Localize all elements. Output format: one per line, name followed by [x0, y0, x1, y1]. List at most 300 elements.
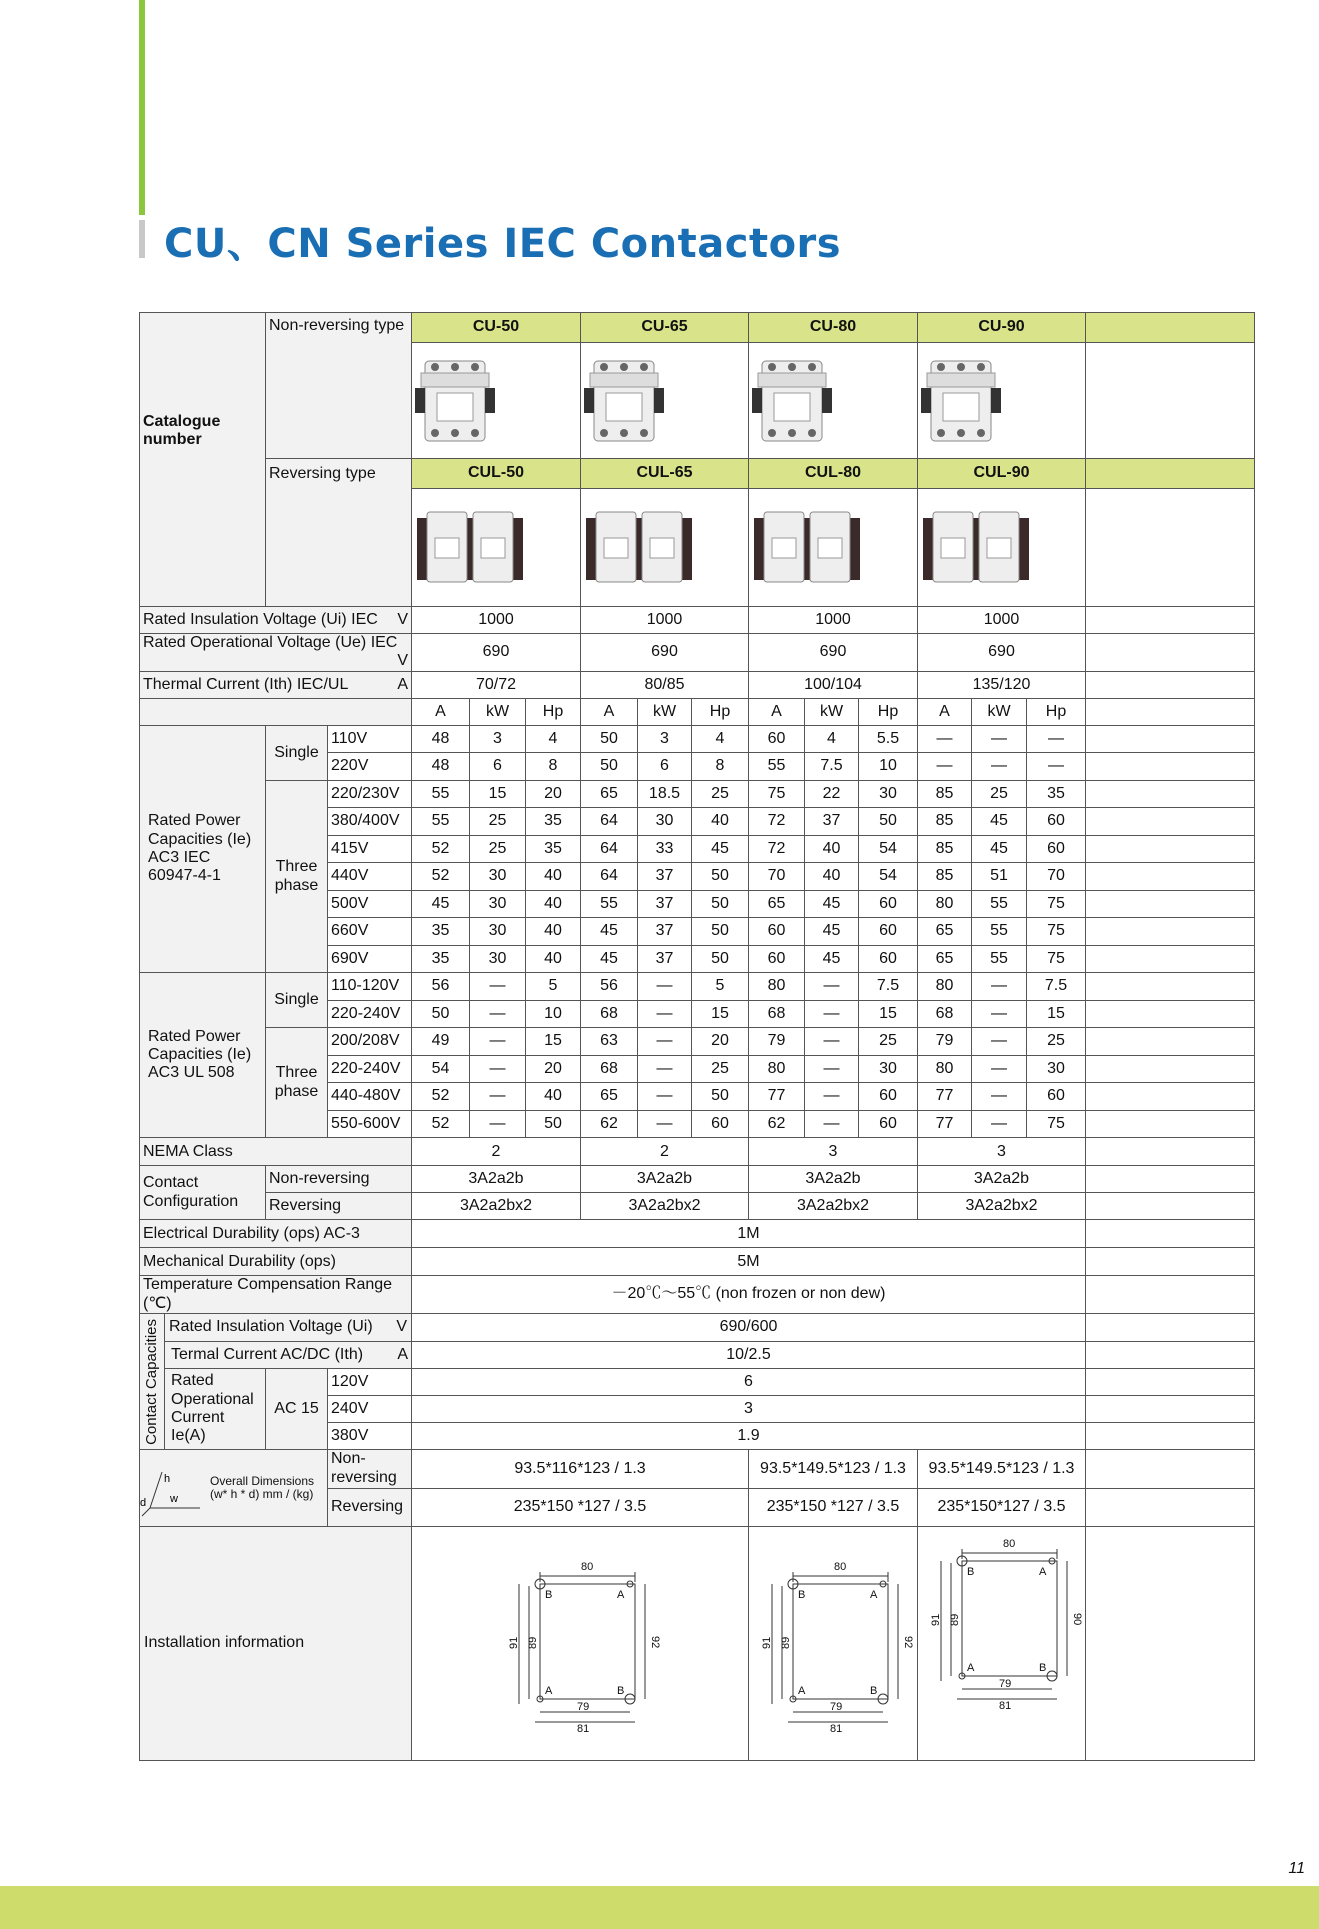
dim-value: 235*150 *127 / 3.5: [412, 1488, 749, 1527]
power-value: 68: [749, 1000, 805, 1028]
power-value: 40: [526, 918, 581, 946]
power-value: —: [918, 725, 972, 753]
power-value: 56: [412, 973, 470, 1001]
temperature-range-label: Temperature Compensation Range (℃): [140, 1276, 412, 1314]
model-cu80: CU-80: [749, 313, 918, 343]
power-value: 40: [805, 835, 859, 863]
power-value: 50: [692, 945, 749, 973]
cc-voltage: 120V: [328, 1369, 412, 1396]
dim-top: 80: [834, 1560, 847, 1573]
power-value: 4: [526, 725, 581, 753]
three-phase-label: Three phase: [266, 780, 328, 973]
unit-header: Hp: [1027, 698, 1086, 725]
cc-current-value: 1.9: [412, 1423, 1086, 1450]
mechanical-durability-value: 5M: [412, 1248, 1086, 1276]
power-value: 45: [581, 918, 638, 946]
hole-a: A: [798, 1684, 806, 1697]
dimensions-label: [140, 1450, 328, 1527]
voltage-label: 220-240V: [328, 1055, 412, 1083]
power-value: 60: [859, 945, 918, 973]
power-value: —: [470, 1000, 526, 1028]
hole-b: B: [617, 1684, 625, 1697]
power-value: 30: [1027, 1055, 1086, 1083]
power-value: 30: [859, 1055, 918, 1083]
power-value: —: [470, 1083, 526, 1111]
cc-insulation-label: Contact Capacities Rated Insulation Voltage (Ui) V: [140, 1314, 412, 1342]
power-value: 40: [526, 863, 581, 891]
power-value: 68: [581, 1000, 638, 1028]
cc-thermal-value: 10/2.5: [412, 1342, 1086, 1369]
power-value: 64: [581, 808, 638, 836]
contactor-photo: [921, 353, 1001, 448]
power-value: 64: [581, 835, 638, 863]
power-value: 52: [412, 1083, 470, 1111]
power-value: 79: [918, 1028, 972, 1056]
power-value: 20: [526, 1055, 581, 1083]
unit-header: A: [918, 698, 972, 725]
voltage-label: 440V: [328, 863, 412, 891]
contactor-photo: [415, 353, 495, 448]
power-value: 5.5: [859, 725, 918, 753]
power-value: 65: [581, 1083, 638, 1111]
voltage-label: 415V: [328, 835, 412, 863]
power-value: 15: [470, 780, 526, 808]
power-value: 77: [918, 1083, 972, 1111]
power-value: 60: [859, 890, 918, 918]
power-value: 10: [526, 1000, 581, 1028]
power-value: 45: [805, 945, 859, 973]
power-value: —: [805, 1083, 859, 1111]
power-value: 60: [749, 918, 805, 946]
power-value: 22: [805, 780, 859, 808]
power-value: —: [638, 1028, 692, 1056]
single-phase-label: Single: [266, 725, 328, 780]
power-value: 35: [1027, 780, 1086, 808]
power-value: 45: [972, 808, 1027, 836]
power-value: —: [972, 1028, 1027, 1056]
contact-config-value: 3A2a2b: [412, 1166, 581, 1193]
power-value: 70: [1027, 863, 1086, 891]
hole-a: A: [1038, 1566, 1046, 1579]
power-value: 25: [692, 780, 749, 808]
hole-a: A: [966, 1662, 974, 1675]
power-value: 55: [581, 890, 638, 918]
power-value: —: [805, 1110, 859, 1138]
hole-b: B: [545, 1588, 553, 1601]
title-marker: [139, 220, 145, 258]
power-value: —: [805, 1028, 859, 1056]
power-value: 8: [692, 753, 749, 781]
power-value: 45: [805, 890, 859, 918]
power-value: 50: [581, 753, 638, 781]
power-value: 72: [749, 808, 805, 836]
installation-diagram: [927, 1531, 1083, 1713]
power-value: 50: [692, 1083, 749, 1111]
power-value: 68: [918, 1000, 972, 1028]
reversing-label: Reversing: [266, 1193, 412, 1220]
reversing-contactor-photo: [584, 508, 694, 588]
power-value: 30: [470, 945, 526, 973]
cc-ac15-label: AC 15: [266, 1369, 328, 1450]
power-value: —: [470, 1110, 526, 1138]
power-value: 52: [412, 1110, 470, 1138]
reversing-contactor-photo: [752, 508, 862, 588]
cc-voltage: 240V: [328, 1396, 412, 1423]
power-value: —: [470, 1028, 526, 1056]
power-value: 54: [859, 835, 918, 863]
voltage-label: 440-480V: [328, 1083, 412, 1111]
power-value: 55: [972, 945, 1027, 973]
power-value: 75: [1027, 945, 1086, 973]
power-value: 55: [412, 780, 470, 808]
installation-diagram: [758, 1554, 914, 1735]
contact-config-value: 3A2a2b: [918, 1166, 1086, 1193]
voltage-label: 690V: [328, 945, 412, 973]
power-value: —: [638, 1083, 692, 1111]
power-value: 10: [859, 753, 918, 781]
power-value: 80: [918, 973, 972, 1001]
sym-d: d: [140, 1497, 147, 1510]
power-value: 5: [692, 973, 749, 1001]
power-value: 7.5: [859, 973, 918, 1001]
power-value: —: [918, 753, 972, 781]
power-value: 45: [692, 835, 749, 863]
power-value: 80: [918, 890, 972, 918]
iec-power-label: Rated Power Capacities (Ie) AC3 IEC 60947-4-1: [140, 725, 266, 973]
power-value: 77: [749, 1083, 805, 1111]
power-value: 37: [638, 890, 692, 918]
ul-power-label: Rated Power Capacities (Ie) AC3 UL 508: [140, 973, 266, 1138]
power-value: 72: [749, 835, 805, 863]
unit-header: kW: [638, 698, 692, 725]
dim-top: 80: [1002, 1538, 1015, 1551]
power-value: 65: [749, 890, 805, 918]
power-value: 45: [805, 918, 859, 946]
hole-b: B: [870, 1684, 878, 1697]
cc-thermal-label: Termal Current AC/DC (Ith) A: [140, 1342, 412, 1369]
thermal-current-value: 135/120: [918, 671, 1086, 698]
electrical-durability-label: Electrical Durability (ops) AC-3: [140, 1220, 412, 1248]
power-value: 48: [412, 725, 470, 753]
power-value: 40: [526, 1083, 581, 1111]
rated-operational-value: 690: [581, 634, 749, 672]
power-value: 6: [470, 753, 526, 781]
voltage-label: 110-120V: [328, 973, 412, 1001]
voltage-label: 660V: [328, 918, 412, 946]
power-value: 77: [918, 1110, 972, 1138]
power-value: 20: [692, 1028, 749, 1056]
power-value: —: [470, 1055, 526, 1083]
dim-bottom-outer: 81: [830, 1722, 843, 1735]
dim-left-outer: 91: [508, 1636, 520, 1649]
power-value: 75: [1027, 1110, 1086, 1138]
model-empty-2: [1086, 459, 1255, 489]
installation-label: Installation information: [140, 1527, 412, 1761]
power-value: 60: [859, 1083, 918, 1111]
power-value: 50: [692, 890, 749, 918]
power-value: 4: [805, 725, 859, 753]
power-value: 52: [412, 863, 470, 891]
power-value: 15: [1027, 1000, 1086, 1028]
power-value: 55: [972, 890, 1027, 918]
power-value: 60: [1027, 835, 1086, 863]
contact-config-value: 3A2a2bx2: [581, 1193, 749, 1220]
unit-header: A: [412, 698, 470, 725]
power-value: 37: [638, 918, 692, 946]
dim-value: 93.5*116*123 / 1.3: [412, 1450, 749, 1489]
rated-insulation-label: Rated Insulation Voltage (Ui) IEC V: [140, 607, 412, 634]
power-value: 45: [972, 835, 1027, 863]
voltage-label: 220-240V: [328, 1000, 412, 1028]
power-value: 85: [918, 808, 972, 836]
power-value: 50: [581, 725, 638, 753]
contact-config-value: 3A2a2bx2: [412, 1193, 581, 1220]
contact-config-value: 3A2a2bx2: [918, 1193, 1086, 1220]
power-value: 25: [470, 808, 526, 836]
model-cul80: CUL-80: [749, 459, 918, 489]
power-value: 50: [412, 1000, 470, 1028]
power-value: 25: [692, 1055, 749, 1083]
sym-w: w: [170, 1493, 178, 1506]
rated-operational-value: 690: [749, 634, 918, 672]
contact-config-value: 3A2a2b: [581, 1166, 749, 1193]
dim-value: 235*150 *127 / 3.5: [749, 1488, 918, 1527]
nema-class-value: 3: [749, 1138, 918, 1166]
rated-operational-value: 690: [918, 634, 1086, 672]
dim-bottom-outer: 81: [577, 1722, 590, 1735]
power-value: 75: [749, 780, 805, 808]
dim-bottom-inner: 79: [577, 1700, 590, 1713]
reversing-type-label: Reversing type: [266, 459, 412, 607]
non-reversing-label: Non-reversing: [266, 1166, 412, 1193]
unit-header: kW: [805, 698, 859, 725]
dimension-axes-icon: [140, 1458, 210, 1518]
dim-top: 80: [581, 1560, 594, 1573]
power-value: 15: [692, 1000, 749, 1028]
page-title: CU、CN Series IEC Contactors: [164, 221, 842, 267]
unit-header: A: [749, 698, 805, 725]
power-value: 3: [638, 725, 692, 753]
unit-header: Hp: [859, 698, 918, 725]
power-value: 80: [918, 1055, 972, 1083]
power-value: —: [470, 973, 526, 1001]
power-value: 60: [1027, 1083, 1086, 1111]
power-value: —: [972, 725, 1027, 753]
voltage-label: 380/400V: [328, 808, 412, 836]
hole-a: A: [617, 1588, 625, 1601]
power-value: 75: [1027, 890, 1086, 918]
dim-left-inner: 89: [527, 1636, 539, 1649]
rated-insulation-value: 1000: [918, 607, 1086, 634]
power-value: 35: [526, 835, 581, 863]
power-value: 35: [412, 945, 470, 973]
voltage-label: 110V: [328, 725, 412, 753]
contactor-photo: [584, 353, 664, 448]
dim-right: 90: [1070, 1613, 1083, 1626]
thermal-current-label: Thermal Current (Ith) IEC/UL A: [140, 671, 412, 698]
dim-reversing-label: Reversing: [328, 1488, 412, 1527]
power-value: 63: [581, 1028, 638, 1056]
unit-header: Hp: [526, 698, 581, 725]
dim-value: 93.5*149.5*123 / 1.3: [918, 1450, 1086, 1489]
power-value: 30: [470, 890, 526, 918]
power-value: 37: [638, 863, 692, 891]
rated-insulation-value: 1000: [581, 607, 749, 634]
power-value: 60: [692, 1110, 749, 1138]
hole-b: B: [798, 1588, 806, 1601]
power-value: 65: [918, 945, 972, 973]
non-reversing-type-label: Non-reversing type: [266, 313, 412, 459]
power-value: 52: [412, 835, 470, 863]
dim-left-outer: 91: [929, 1613, 942, 1627]
voltage-label: 220V: [328, 753, 412, 781]
power-value: 55: [972, 918, 1027, 946]
power-value: 33: [638, 835, 692, 863]
nema-class-label: NEMA Class: [140, 1138, 412, 1166]
power-value: 8: [526, 753, 581, 781]
power-value: —: [972, 973, 1027, 1001]
voltage-label: 500V: [328, 890, 412, 918]
power-value: 18.5: [638, 780, 692, 808]
power-value: —: [638, 1110, 692, 1138]
rated-operational-value: 690: [412, 634, 581, 672]
power-value: —: [638, 1000, 692, 1028]
power-value: 85: [918, 863, 972, 891]
power-value: —: [972, 1110, 1027, 1138]
power-value: 45: [581, 945, 638, 973]
power-value: 30: [470, 918, 526, 946]
power-value: 50: [692, 863, 749, 891]
power-value: 40: [526, 945, 581, 973]
dim-right: 92: [649, 1635, 661, 1648]
cc-current-value: 3: [412, 1396, 1086, 1423]
contact-config-label: Contact Configuration: [140, 1166, 266, 1220]
power-value: 25: [1027, 1028, 1086, 1056]
power-value: 25: [470, 835, 526, 863]
power-value: 40: [526, 890, 581, 918]
power-value: 37: [638, 945, 692, 973]
dim-right: 92: [902, 1635, 914, 1648]
power-value: 30: [470, 863, 526, 891]
power-value: 55: [749, 753, 805, 781]
power-value: —: [1027, 725, 1086, 753]
rated-operational-label: Rated Operational Voltage (Ue) IEC V: [140, 634, 412, 672]
power-value: 80: [749, 973, 805, 1001]
power-value: 70: [749, 863, 805, 891]
power-value: —: [805, 1055, 859, 1083]
power-value: 65: [918, 918, 972, 946]
unit-header: kW: [972, 698, 1027, 725]
power-value: 60: [749, 945, 805, 973]
thermal-current-value: 70/72: [412, 671, 581, 698]
power-value: —: [1027, 753, 1086, 781]
hole-b: B: [1038, 1662, 1046, 1675]
power-value: 25: [972, 780, 1027, 808]
power-value: 62: [581, 1110, 638, 1138]
power-value: 49: [412, 1028, 470, 1056]
power-value: 30: [638, 808, 692, 836]
power-value: 48: [412, 753, 470, 781]
catalogue-label: Catalogue number: [140, 313, 266, 607]
power-value: —: [805, 973, 859, 1001]
unit-header: kW: [470, 698, 526, 725]
power-value: —: [805, 1000, 859, 1028]
power-value: 50: [692, 918, 749, 946]
model-cu50: CU-50: [412, 313, 581, 343]
contact-config-value: 3A2a2bx2: [749, 1193, 918, 1220]
reversing-contactor-photo: [415, 508, 525, 588]
three-phase-label: Three phase: [266, 1028, 328, 1138]
power-value: 15: [526, 1028, 581, 1056]
power-value: 75: [1027, 918, 1086, 946]
hole-a: A: [870, 1588, 878, 1601]
contact-config-value: 3A2a2b: [749, 1166, 918, 1193]
power-value: 35: [412, 918, 470, 946]
power-value: 40: [805, 863, 859, 891]
power-value: 65: [581, 780, 638, 808]
power-value: 64: [581, 863, 638, 891]
nema-class-value: 2: [412, 1138, 581, 1166]
model-cu90: CU-90: [918, 313, 1086, 343]
contactor-photo: [752, 353, 832, 448]
model-cu65: CU-65: [581, 313, 749, 343]
power-value: 55: [412, 808, 470, 836]
power-value: 6: [638, 753, 692, 781]
contact-capacities-text: Contact Capacities: [143, 1318, 161, 1445]
power-value: 50: [859, 808, 918, 836]
power-value: 62: [749, 1110, 805, 1138]
dim-left-inner: 89: [780, 1636, 792, 1649]
power-value: 60: [859, 1110, 918, 1138]
power-value: 5: [526, 973, 581, 1001]
dimensions-text: Overall Dimensions (w* h * d) mm / (kg): [210, 1473, 315, 1502]
model-cul50: CUL-50: [412, 459, 581, 489]
power-value: —: [972, 1055, 1027, 1083]
single-phase-label: Single: [266, 973, 328, 1028]
sym-h: h: [164, 1473, 171, 1486]
dim-bottom-inner: 79: [998, 1678, 1011, 1691]
voltage-label: 200/208V: [328, 1028, 412, 1056]
hole-a: A: [545, 1684, 553, 1697]
dim-non-reversing-label: Non-reversing: [328, 1450, 412, 1489]
hole-b: B: [966, 1566, 974, 1579]
thermal-current-value: 80/85: [581, 671, 749, 698]
voltage-label: 220/230V: [328, 780, 412, 808]
power-value: 25: [859, 1028, 918, 1056]
power-value: 54: [859, 863, 918, 891]
power-value: 20: [526, 780, 581, 808]
power-value: —: [638, 1055, 692, 1083]
cc-voltage: 380V: [328, 1423, 412, 1450]
installation-diagram: [505, 1554, 661, 1735]
rated-insulation-value: 1000: [412, 607, 581, 634]
cc-insulation-value: 690/600: [412, 1314, 1086, 1342]
power-value: 7.5: [805, 753, 859, 781]
power-value: —: [972, 1000, 1027, 1028]
mechanical-durability-label: Mechanical Durability (ops): [140, 1248, 412, 1276]
power-value: 37: [805, 808, 859, 836]
thermal-current-value: 100/104: [749, 671, 918, 698]
model-empty-1: [1086, 313, 1255, 343]
dim-bottom-outer: 81: [998, 1700, 1011, 1713]
voltage-label: 550-600V: [328, 1110, 412, 1138]
power-value: 51: [972, 863, 1027, 891]
dim-bottom-inner: 79: [830, 1700, 843, 1713]
power-value: 56: [581, 973, 638, 1001]
dim-value: 235*150*127 / 3.5: [918, 1488, 1086, 1527]
power-value: 68: [581, 1055, 638, 1083]
power-value: 35: [526, 808, 581, 836]
